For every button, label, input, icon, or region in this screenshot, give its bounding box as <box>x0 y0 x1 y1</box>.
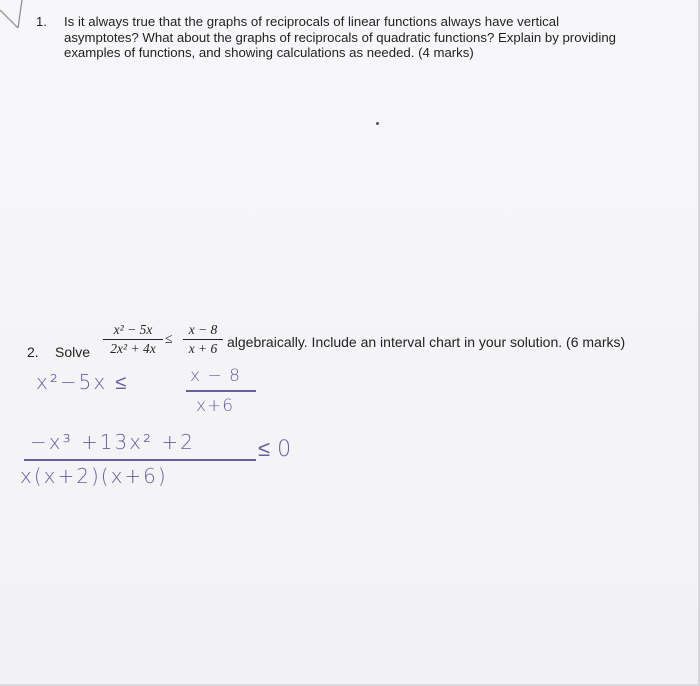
right-fraction <box>183 322 223 357</box>
left-fraction-numerator: x² − 5x <box>113 322 153 337</box>
handwritten-step-1-lhs: x²−5x ≤ <box>36 370 129 394</box>
fraction-bar <box>103 339 163 340</box>
handwritten-step-1-numerator: x − 8 <box>190 366 241 386</box>
stray-pen-dot <box>376 122 379 125</box>
question-1-text <box>64 14 679 61</box>
question-2-instructions: algebraically. Include an interval chart in your solution. (6 marks) <box>227 334 626 350</box>
handwritten-step-2-denominator: x(x+2)(x+6) <box>20 464 168 488</box>
right-fraction-denominator: x + 6 <box>188 341 218 356</box>
fraction-bar <box>183 339 223 340</box>
question-1-line: Is it always true that the graphs of reciprocals of linear functions always have vertical <box>64 14 560 29</box>
question-2-solve-label: Solve <box>55 344 91 360</box>
handwritten-step-2-relation: ≤ 0 <box>258 437 292 462</box>
page-corner-mark <box>0 0 24 30</box>
question-2-number: 2. <box>27 344 39 360</box>
handwritten-fraction-bar <box>24 459 256 461</box>
handwritten-step-1-denominator: x+6 <box>196 396 235 416</box>
handwritten-step-2-numerator: −x³ +13x² +2 <box>30 430 195 454</box>
question-1-line: asymptotes? What about the graphs of reciprocals of quadratic functions? Explain by providing <box>64 29 616 45</box>
right-fraction-numerator: x − 8 <box>188 322 218 337</box>
question-2 <box>27 320 687 368</box>
left-fraction-denominator: 2x² + 4x <box>110 341 156 356</box>
left-fraction <box>103 322 163 357</box>
question-1-number: 1. <box>36 14 47 29</box>
question-1-line: examples of functions, and showing calculations as needed. (4 marks) <box>64 45 474 60</box>
handwritten-fraction-bar <box>186 390 256 392</box>
inequality-symbol: ≤ <box>165 332 173 347</box>
